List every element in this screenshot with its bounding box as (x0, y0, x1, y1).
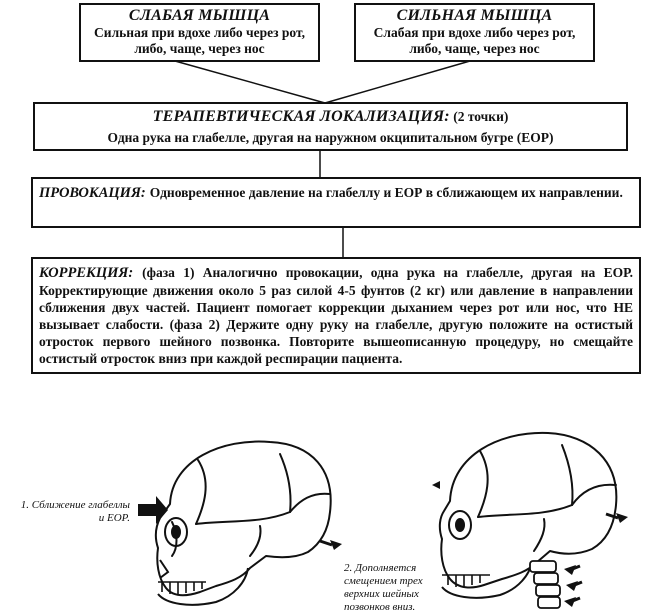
figure2-caption-line-1: 2. Дополняется (344, 562, 417, 574)
provocation-text: Одновременное давление на глабеллу и ЕОР в сближающем их направлении. (149, 185, 623, 200)
localization-box (33, 102, 628, 151)
weak-muscle-title: СЛАБАЯ МЫШЦА (128, 7, 271, 24)
strong-muscle-title: СИЛЬНАЯ МЫШЦА (396, 7, 553, 24)
localization-title-suffix: (2 точки) (449, 109, 509, 124)
provocation-title: ПРОВОКАЦИЯ: (39, 185, 146, 201)
skull-illustration-1 (130, 432, 355, 612)
figure2-caption (344, 562, 440, 614)
provocation-box (31, 177, 641, 228)
strong-muscle-line-1: Слабая при вдохе либо через рот, (373, 25, 576, 40)
correction-box (31, 257, 641, 374)
strong-muscle-box (354, 3, 595, 62)
figure2-caption-line-3: верхних шейных (344, 588, 419, 600)
figure1-caption-line-1: 1. Сближение глабеллы (20, 499, 130, 511)
figure1-caption (8, 499, 130, 525)
localization-title: ТЕРАПЕВТИЧЕСКАЯ ЛОКАЛИЗАЦИЯ: (152, 108, 450, 125)
correction-text: (фаза 1) Аналогично провокации, одна рука на глабелле, другая на ЕОР. Корректирующие движения около 5 раз силой 4-5 фунтов (2 кг) или давление в направлении сближения двух частей. Пациент помогает коррекции дыханием через рот или нос, что НЕ вызывает слабости. (фаза 2) Держите одну руку на глабелле, другую положите на остистый отросток первого шейного позвонка. Повторите вышеописанную процедуру, но смещайте остистый отросток вниз при каждой респирации пациента. (39, 265, 634, 366)
weak-muscle-box (79, 3, 320, 62)
skull-illustration-2 (430, 425, 650, 613)
weak-muscle-line-2: либо, чаще, через нос (134, 41, 265, 56)
weak-muscle-line-1: Сильная при вдохе либо через рот, (94, 25, 305, 40)
figure1-caption-line-2: и ЕОР. (98, 512, 130, 524)
localization-text: Одна рука на глабелле, другая на наружном окципитальном бугре (ЕОР) (107, 130, 554, 145)
correction-title: КОРРЕКЦИЯ: (39, 265, 134, 281)
strong-muscle-line-2: либо, чаще, через нос (409, 41, 540, 56)
figure2-caption-line-4: позвонков вниз. (344, 601, 416, 613)
figure2-caption-line-2: смещением трех (344, 575, 423, 587)
